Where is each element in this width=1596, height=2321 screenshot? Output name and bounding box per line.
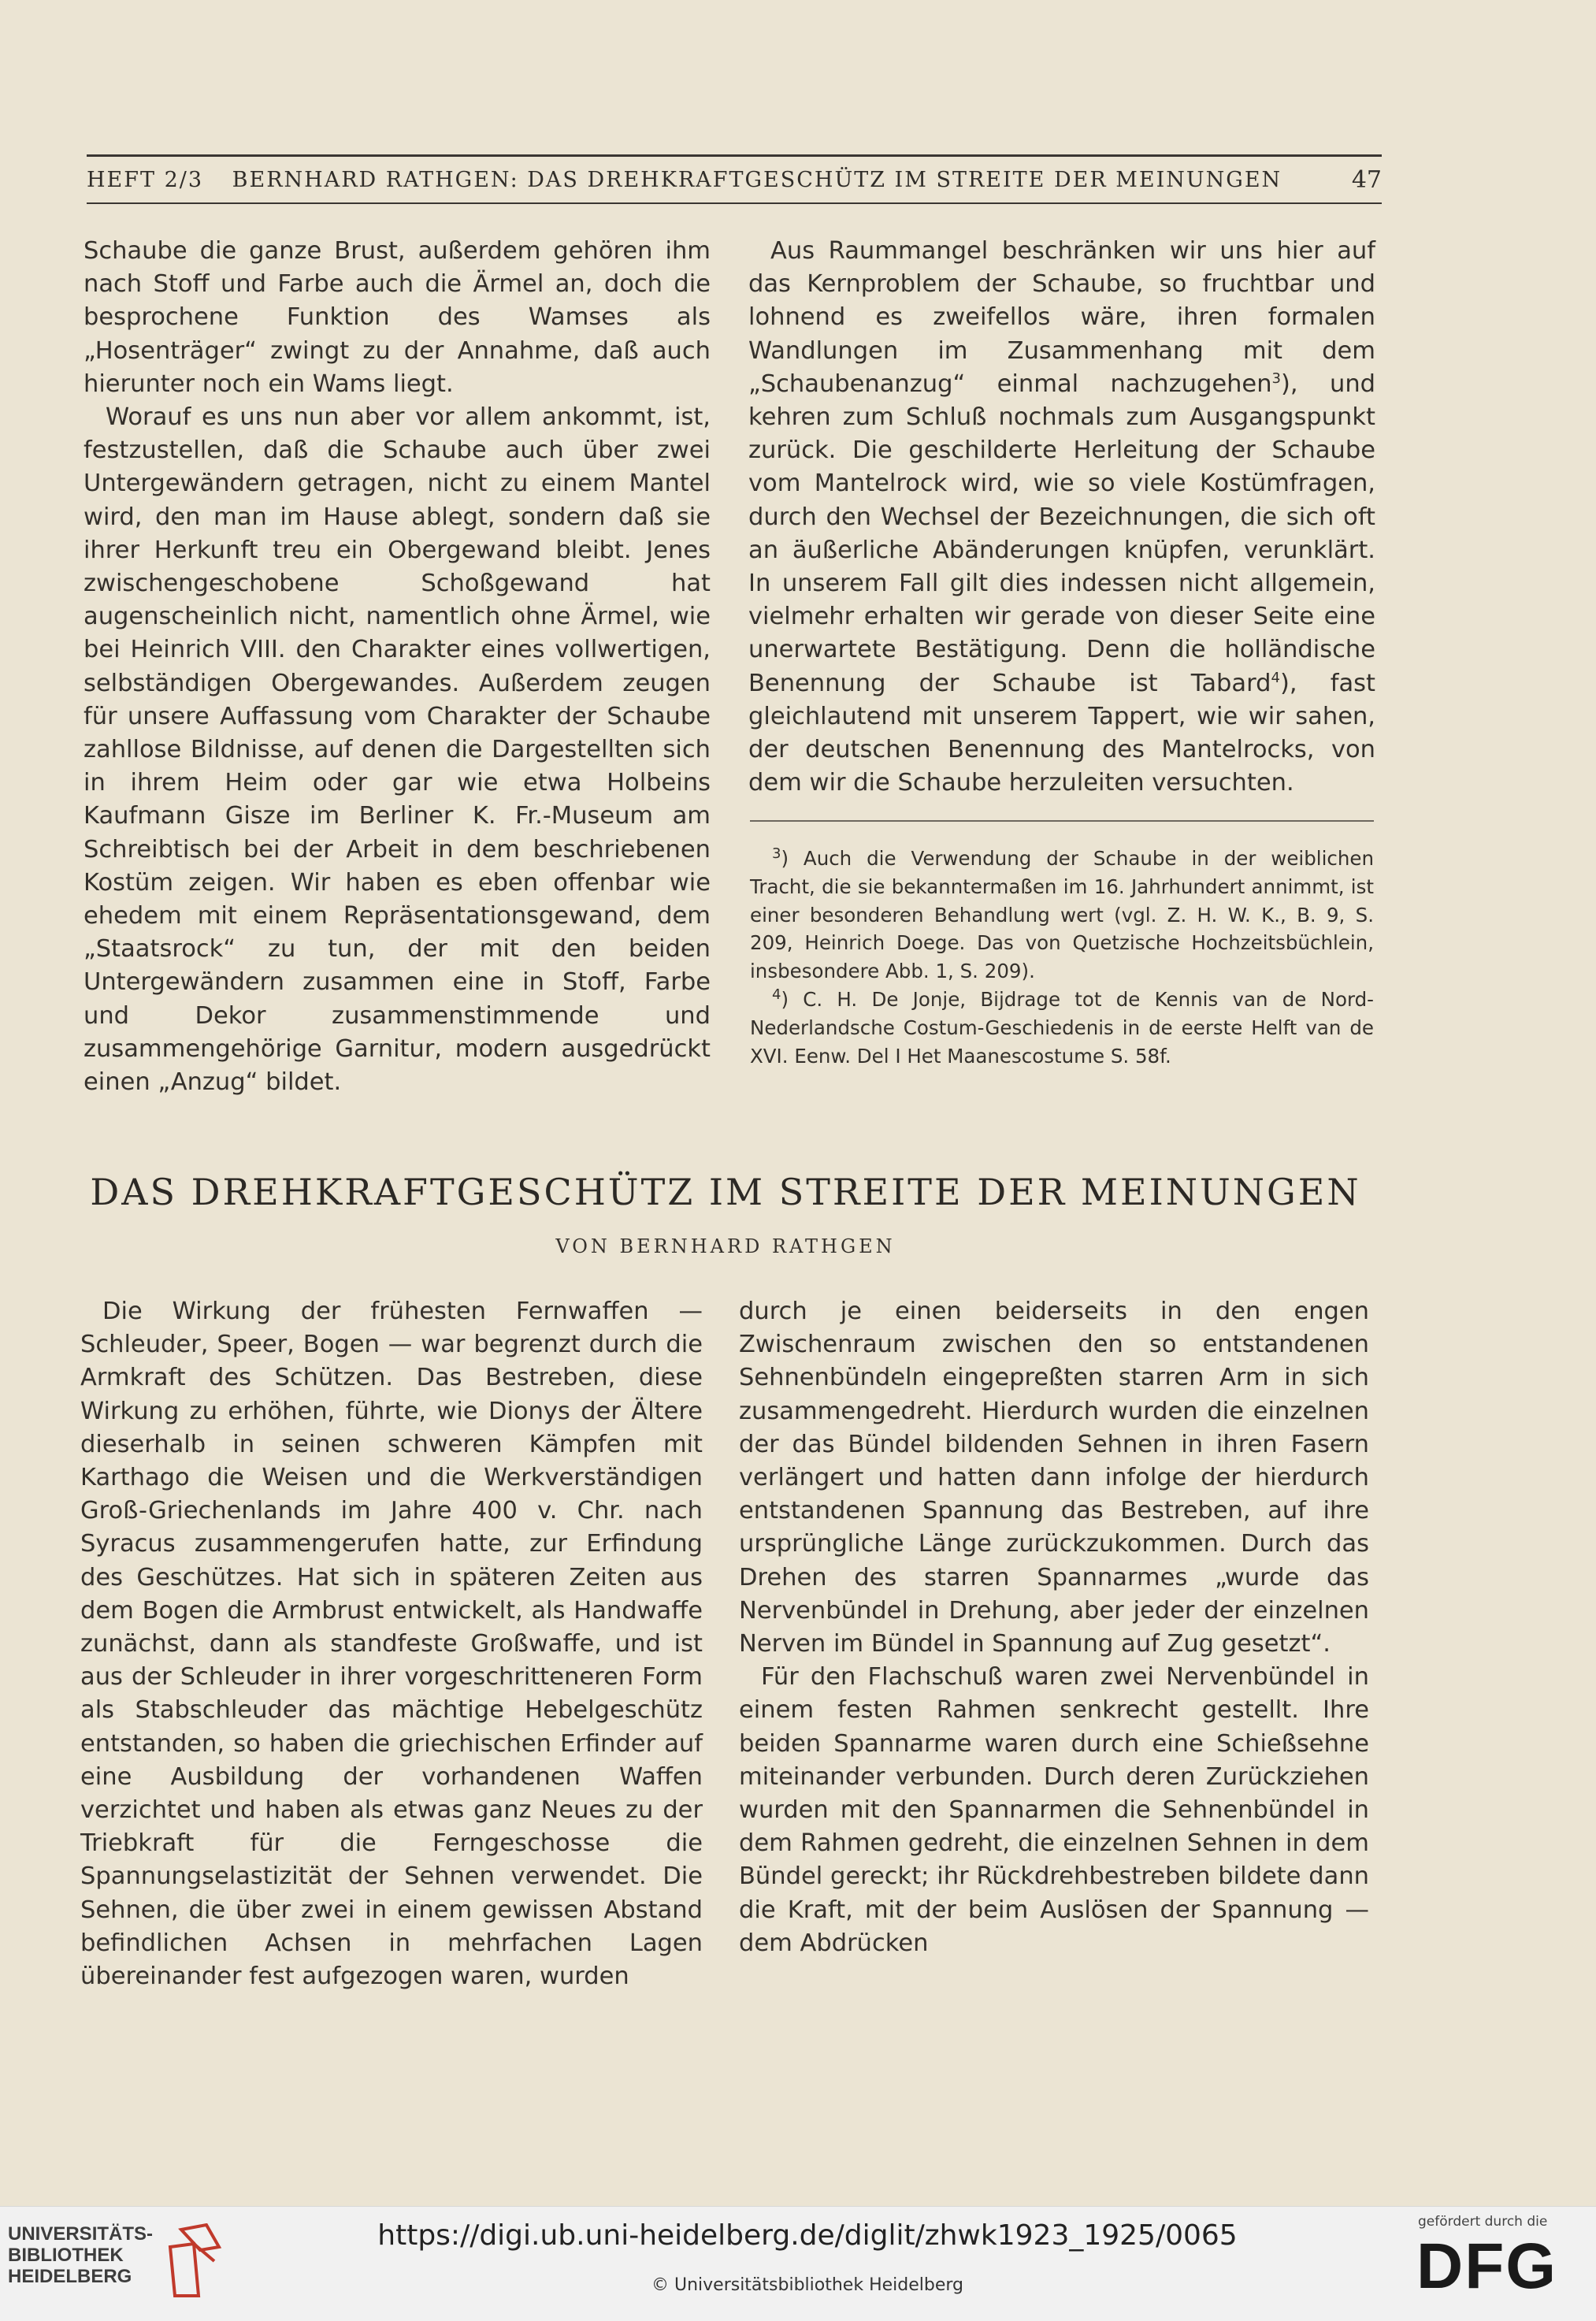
article-byline: VON BERNHARD RATHGEN	[555, 1235, 896, 1257]
dfg-logo: DFG	[1416, 2230, 1558, 2302]
footnotes	[750, 845, 1374, 1070]
footnote-text: ) C. H. De Jonje, Bijdrage tot de Kennis van de Nord-Nederlandsche Costum-Geschiedenis in de eerste Helft van de XVI. Eenw. Del I Het Maanescostume S. 58f.	[750, 987, 1374, 1068]
footnote-marker: 4	[1271, 669, 1280, 686]
paragraph: Worauf es uns nun aber vor allem ankommt, ist, festzustellen, daß die Schaube auch über zwei Untergewändern getragen, nicht zu einem Mantel wird, den man im Hause ablegt, sondern daß sie ihrer Herkunft treu ein Obergewand bleibt. Jenes zwischengeschobene Schoßgewand hat augenscheinlich nicht, namentlich ohne Ärmel, wie bei Heinrich VIII. den Charakter eines vollwertigen, selbständigen Obergewandes. Außerdem zeugen für unsere Auffassung vom Charakter der Schaube zahllose Bildnisse, auf denen die Dargestellten sich in ihrem Heim oder gar wie etwa Holbeins Kaufmann Gisze im Berliner K. Fr.-Museum am Schreibtisch bei der Arbeit in dem beschriebenen Kostüm zeigen. Wir haben es eben offenbar wie ehedem mit einem Repräsentationsgewand, dem „Staatsrock“ zu tun, der mit den beiden Untergewändern zusammen eine in Stoff, Farbe und Dekor zusammenstimmende und zusammengehörige Garnitur, modern ausgedrückt einen „Anzug“ bildet.	[84, 403, 711, 1097]
running-head-left	[87, 168, 1302, 192]
article-right-column	[739, 1295, 1369, 1960]
continued-article-right-column	[748, 235, 1375, 800]
paragraph: Schaube die ganze Brust, außerdem gehören ihm nach Stoff und Farbe auch die Ärmel an, doch die besprochene Funktion des Wamses als „Hosenträger“ zwingt zu der Annahme, daß auch hierunter noch ein Wams liegt.	[84, 237, 711, 398]
paragraph	[748, 235, 1375, 800]
article-left-column	[80, 1295, 703, 1993]
funding-caption: gefördert durch die	[1418, 2214, 1548, 2230]
footnote	[750, 845, 1374, 986]
article-title: DAS DREHKRAFTGESCHÜTZ IM STREITE DER MEINUNGEN	[90, 1171, 1361, 1213]
footnote-text: ) Auch die Verwendung der Schaube in der weiblichen Tracht, die sie bekanntermaßen im 16. Jahrhundert annimmt, ist einer besonderen Behandlung wert (vgl. Z. H. W. K., B. 9, S. 209, Heinrich Doege. Das von Quetzische Hochzeitsbüchlein, insbesondere Abb. 1, S. 209).	[750, 847, 1374, 983]
paragraph: Für den Flachschuß waren zwei Nervenbündel in einem festen Rahmen senkrecht gestellt. Ihre beiden Spannarme waren durch eine Schießsehne miteinander verbunden. Durch deren Zurückziehen wurden mit den Spannarmen die Sehnenbündel in dem Rahmen gedreht, die einzelnen Sehnen in dem Bündel gereckt; ihr Rückdrehbestreben bildete dann die Kraft, mit der beim Auslösen der Spannung — dem Abdrücken	[739, 1663, 1369, 1957]
footnote	[750, 986, 1374, 1070]
running-head	[87, 154, 1382, 204]
library-logo-text: UNIVERSITÄTS- BIBLIOTHEK HEIDELBERG	[8, 2223, 154, 2287]
footnote-divider	[750, 820, 1374, 822]
issue-label: HEFT 2/3	[87, 167, 204, 192]
footnote-marker: 3	[1271, 370, 1281, 387]
paragraph: Die Wirkung der frühesten Fernwaffen — Schleuder, Speer, Bogen — war begrenzt durch die Armkraft des Schützen. Das Bestreben, diese Wirkung zu erhöhen, führte, wie Dionys der Ältere dieserhalb in seinen schweren Kämpfen mit Karthago die Weisen und die Werkverständigen Groß-Griechenlands im Jahre 400 v. Chr. nach Syracus zusammengerufen hatte, zur Erfindung des Geschützes. Hat sich in späteren Zeiten aus dem Bogen die Armbrust entwickelt, als Handwaffe zunächst, dann als standfeste Großwaffe, und ist aus der Schleuder in ihrer vorgeschritteneren Form als Stabschleuder das mächtige Hebelgeschütz entstanden, so haben die griechischen Erfinder auf eine Ausbildung der vorhandenen Waffen verzichtet und haben als etwas ganz Neues zu der Triebkraft für die Ferngeschosse die Spannungselastizität der Sehnen verwendet. Die Sehnen, die über zwei in einem gewissen Abstand befindlichen Achsen in mehrfachen Lagen übereinander fest aufgezogen waren, wurden	[80, 1298, 703, 1991]
text-run: ), und kehren zum Schluß nochmals zum Ausgangspunkt zurück. Die geschilderte Herleitung der Schaube vom Mantelrock wird, wie so viele Kostümfragen, durch den Wechsel der Bezeichnungen, die sich oft an äußerliche Abänderungen knüpfen, verunklärt. In unserem Fall gilt dies indessen nicht allgemein, vielmehr erhalten wir gerade von dieser Seite eine unerwartete Bestätigung. Denn die holländische Benennung der Schaube ist Tabard	[748, 370, 1376, 697]
footnote-number: 4	[772, 986, 781, 1003]
text-run: ), fast gleichlautend mit unserem Tappert, wie wir sahen, der deutschen Benennung des Mantelrocks, von dem wir die Schaube herzuleiten versuchten.	[748, 669, 1375, 797]
running-title: BERNHARD RATHGEN: DAS DREHKRAFTGESCHÜTZ IM STREITE DER MEINUNGEN	[232, 167, 1282, 192]
copyright-notice: © Universitätsbibliothek Heidelberg	[651, 2275, 963, 2295]
document-url-link[interactable]: https://digi.ub.uni-heidelberg.de/diglit/zhwk1923_1925/0065	[377, 2219, 1238, 2252]
library-emblem-icon	[159, 2223, 230, 2299]
funder-block[interactable]	[1409, 2214, 1590, 2308]
paragraph: durch je einen beiderseits in den engen Zwischenraum zwischen den so entstandenen Sehnenbündeln eingepreßten starren Arm in sich zusammengedreht. Hierdurch wurden die einzelnen der das Bündel bildenden Sehnen in ihren Fasern verlängert und hatten dann infolge der hierdurch entstandenen Spannung das Bestreben, auf ihre ursprüngliche Länge zurückzukommen. Durch das Drehen des starren Spannarmes „wurde das Nervenbündel in Drehung, aber jeder der einzelnen Nerven im Bündel in Spannung auf Zug gesetzt“.	[739, 1298, 1369, 1658]
library-logo[interactable]	[8, 2223, 244, 2299]
text-run: Aus Raummangel beschränken wir uns hier auf das Kernproblem der Schaube, so fruchtbar und lohnend es zweifellos wäre, ihren formalen Wandlungen im Zusammenhang mit dem „Schaubenanzug“ einmal nachzugehen	[748, 237, 1375, 398]
continued-article-left-column	[84, 235, 711, 1099]
page-number: 47	[1351, 165, 1382, 194]
footnote-number: 3	[772, 845, 781, 862]
